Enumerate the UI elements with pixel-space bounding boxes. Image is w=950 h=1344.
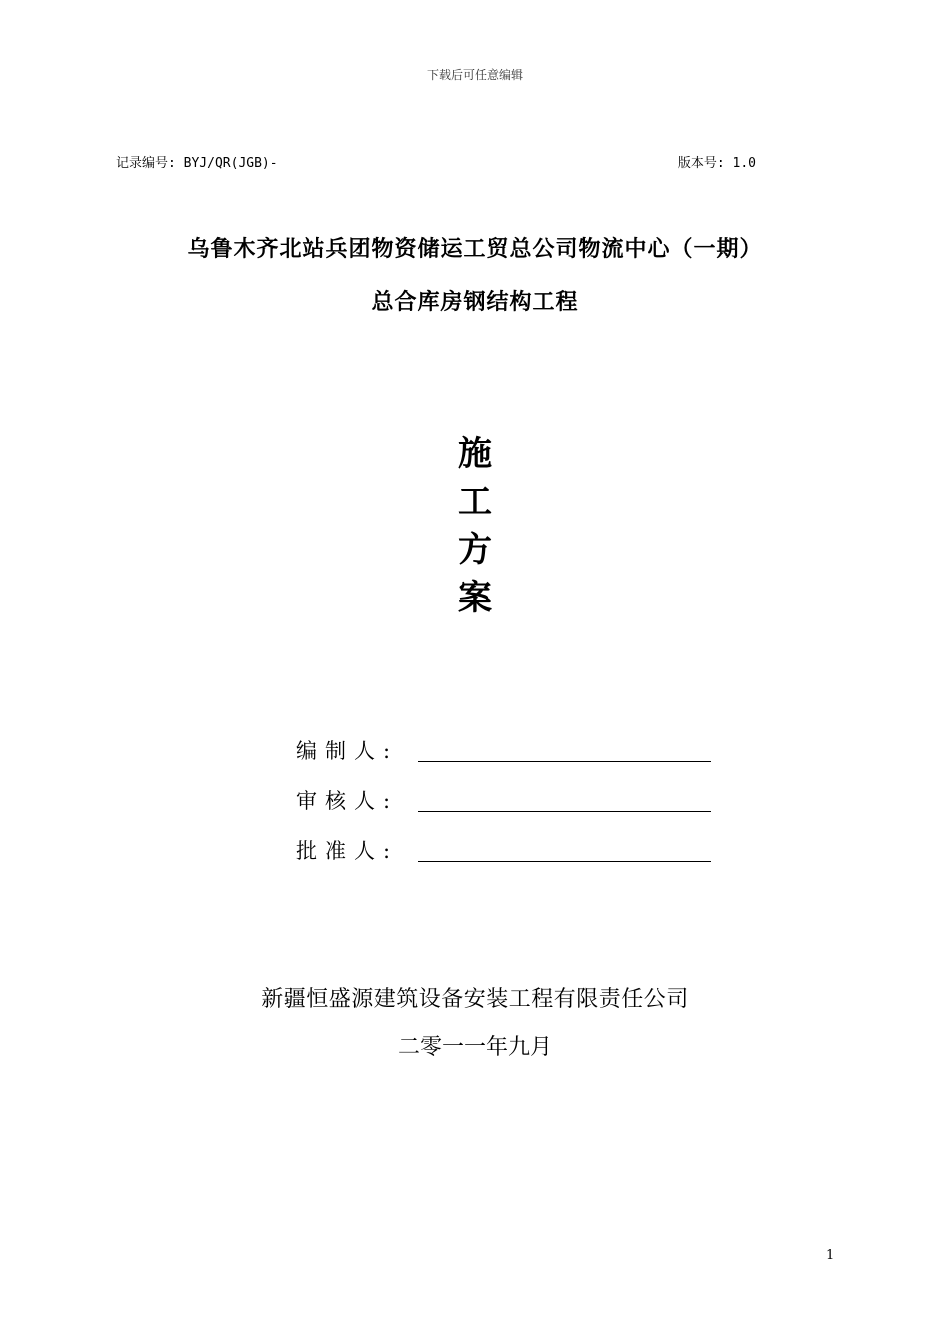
document-type-char: 施 bbox=[458, 434, 492, 474]
signature-field-approver[interactable] bbox=[418, 839, 711, 862]
signature-field-reviewer[interactable] bbox=[418, 789, 711, 812]
signature-row-compiler bbox=[296, 714, 726, 764]
signature-label: 批准人: bbox=[296, 839, 399, 863]
signature-row-reviewer bbox=[296, 764, 726, 814]
document-date: 二零一一年九月 bbox=[397, 1035, 552, 1060]
page-header-note: 下载后可任意编辑 bbox=[426, 68, 523, 82]
signature-label: 编制人: bbox=[296, 739, 399, 763]
document-title-line-2: 总合库房钢结构工程 bbox=[371, 290, 579, 315]
document-type-char: 案 bbox=[458, 578, 492, 618]
signature-field-compiler[interactable] bbox=[418, 739, 711, 762]
document-title-line-1: 乌鲁木齐北站兵团物资储运工贸总公司物流中心（一期） bbox=[187, 237, 763, 262]
page-number: 1 bbox=[826, 1248, 835, 1263]
version-number: 版本号: 1.0 bbox=[677, 156, 756, 171]
signature-label: 审核人: bbox=[296, 789, 399, 813]
document-type-vertical bbox=[0, 430, 950, 622]
signature-block bbox=[296, 714, 726, 864]
record-info-row bbox=[116, 152, 756, 172]
document-type-char: 工 bbox=[458, 482, 492, 522]
record-number: 记录编号: BYJ/QR(JGB)- bbox=[116, 156, 278, 171]
company-name: 新疆恒盛源建筑设备安装工程有限责任公司 bbox=[261, 987, 689, 1012]
signature-row-approver bbox=[296, 814, 726, 864]
document-type-char: 方 bbox=[458, 530, 492, 570]
